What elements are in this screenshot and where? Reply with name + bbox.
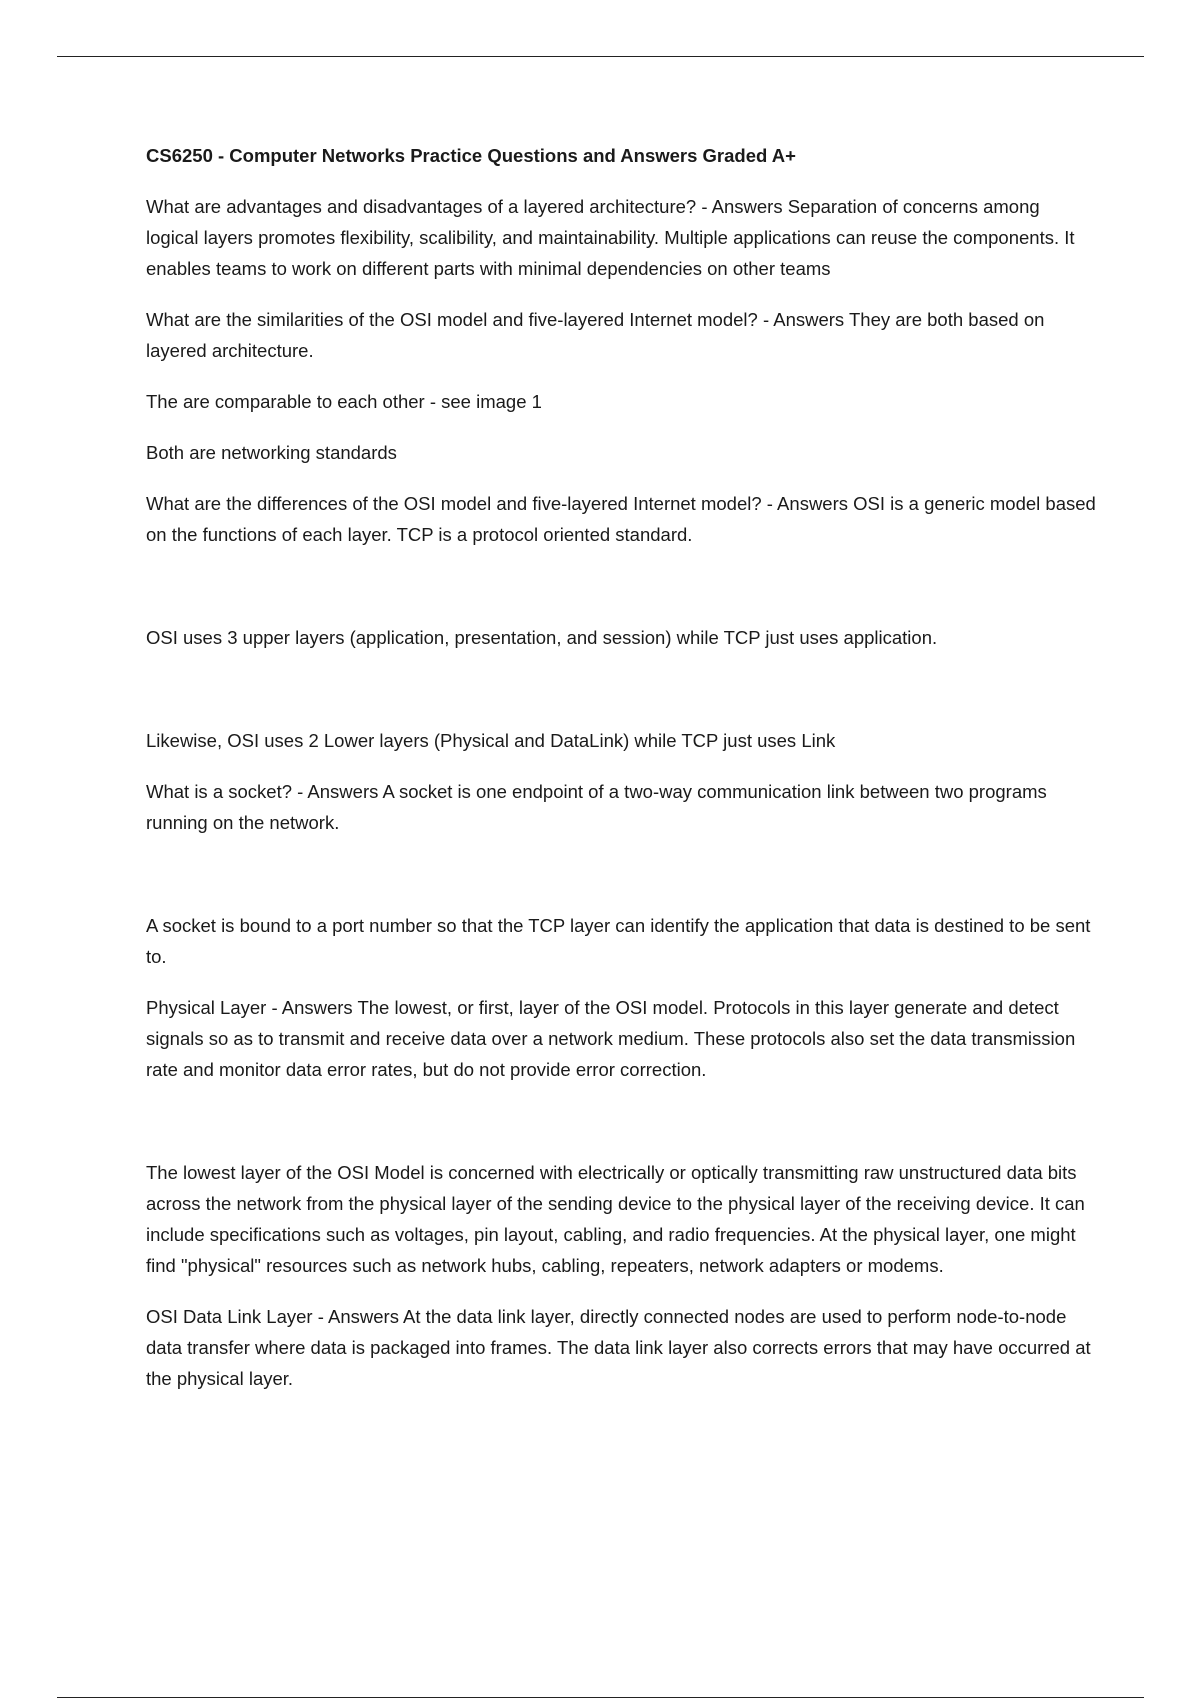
paragraph-physical-layer-detail: The lowest layer of the OSI Model is concerned with electrically or optically transmitting raw unstructured data bits across the network from the physical layer of the sending device to the physical layer of the receiving device. It can include specifications such as voltages, pin layout, cabling, and radio frequencies. At the physical layer, one might find "physical" resources such as network hubs, cabling, repeaters, network adapters or modems. bbox=[146, 1162, 1085, 1276]
paragraph-comparable: The are comparable to each other - see image 1 bbox=[146, 391, 542, 412]
bottom-divider bbox=[57, 1697, 1144, 1698]
top-divider bbox=[57, 56, 1144, 57]
paragraph-lower-layers: Likewise, OSI uses 2 Lower layers (Physical and DataLink) while TCP just uses Link bbox=[146, 730, 836, 751]
paragraph-socket-port: A socket is bound to a port number so that the TCP layer can identify the application that data is destined to be sent to. bbox=[146, 915, 1091, 967]
document-title: CS6250 - Computer Networks Practice Questions and Answers Graded A+ bbox=[146, 145, 796, 166]
paragraph-layered-architecture: What are advantages and disadvantages of a layered architecture? - Answers Separation of concerns among logical layers promotes flexibility, scalibility, and maintainability. Multiple applications can reuse the components. It enables teams to work on different parts with minimal dependencies on other teams bbox=[146, 196, 1075, 279]
paragraph-networking-standards: Both are networking standards bbox=[146, 442, 397, 463]
paragraph-socket-definition: What is a socket? - Answers A socket is one endpoint of a two-way communication link between two programs running on the network. bbox=[146, 781, 1047, 833]
document-body bbox=[146, 140, 1096, 1414]
paragraph-data-link-layer: OSI Data Link Layer - Answers At the data link layer, directly connected nodes are used to perform node-to-node data transfer where data is packaged into frames. The data link layer also corrects errors that may have occurred at the physical layer. bbox=[146, 1306, 1091, 1389]
paragraph-osi-similarities: What are the similarities of the OSI model and five-layered Internet model? - Answers They are both based on layered architecture. bbox=[146, 309, 1045, 361]
paragraph-physical-layer: Physical Layer - Answers The lowest, or first, layer of the OSI model. Protocols in this layer generate and detect signals so as to transmit and receive data over a network medium. These protocols also set the data transmission rate and monitor data error rates, but do not provide error correction. bbox=[146, 997, 1076, 1080]
paragraph-upper-layers: OSI uses 3 upper layers (application, presentation, and session) while TCP just uses application. bbox=[146, 627, 938, 648]
paragraph-osi-differences: What are the differences of the OSI model and five-layered Internet model? - Answers OSI is a generic model based on the functions of each layer. TCP is a protocol oriented standard. bbox=[146, 493, 1096, 545]
